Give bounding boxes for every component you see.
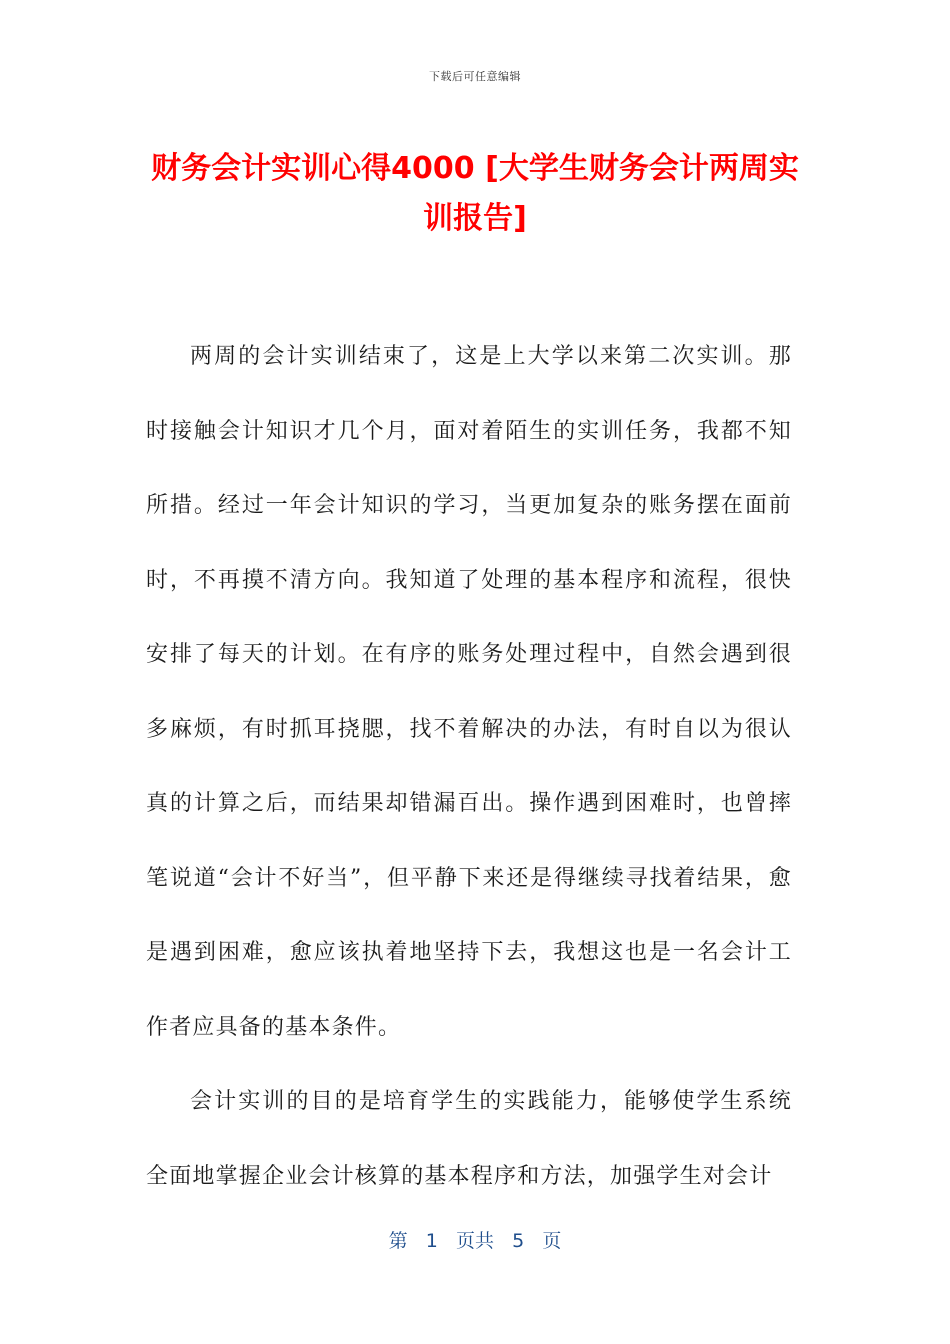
page-label-mid: 页共 <box>455 1230 494 1252</box>
page-number-footer <box>0 1226 950 1253</box>
document-body <box>146 320 792 1214</box>
document-title: 财务会计实训心得4000 [大学生财务会计两周实训报告] <box>151 151 799 236</box>
paragraph: 会计实训的目的是培育学生的实践能力，能够使学生系统全面地掌握企业会计核算的基本程序和方法，加强学生对会计 <box>146 1089 792 1189</box>
page-label-prefix: 第 <box>388 1230 408 1252</box>
total-pages-number: 5 <box>512 1230 525 1252</box>
current-page-number: 1 <box>425 1230 438 1252</box>
header-note: 下载后可任意编辑 <box>429 70 521 83</box>
page-label-suffix: 页 <box>542 1230 562 1252</box>
paragraph: 两周的会计实训结束了，这是上大学以来第二次实训。那时接触会计知识才几个月，面对着陌生的实训任务，我都不知所措。经过一年会计知识的学习，当更加复杂的账务摆在面前时，不再摸不清方向。我知道了处理的基本程序和流程，很快安排了每天的计划。在有序的账务处理过程中，自然会遇到很多麻烦，有时抓耳挠腮，找不着解决的办法，有时自以为很认真的计算之后，而结果却错漏百出。操作遇到困难时，也曾摔笔说道“会计不好当”，但平静下来还是得继续寻找着结果，愈是遇到困难，愈应该执着地坚持下去，我想这也是一名会计工作者应具备的基本条件。 <box>146 344 792 1040</box>
